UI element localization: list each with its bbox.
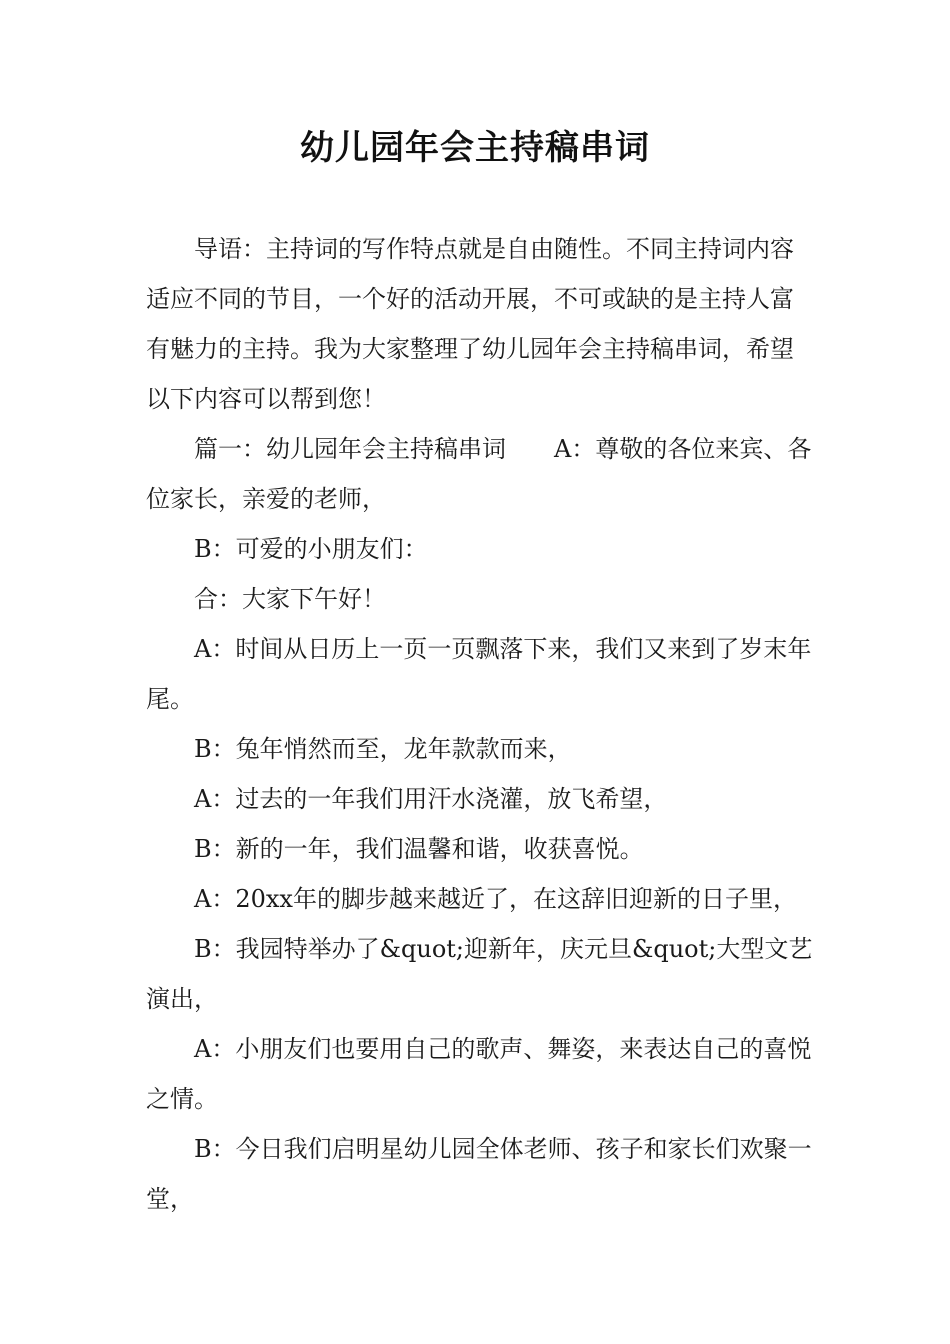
document-title: 幼儿园年会主持稿串词 <box>300 128 650 168</box>
paragraph-dialogue: B：可爱的小朋友们： <box>194 535 428 563</box>
paragraph-dialogue: A：时间从日历上一页一页飘落下来，我们又来到了岁末年尾。 <box>146 635 812 713</box>
paragraph-dialogue: B：兔年悄然而至，龙年款款而来， <box>194 735 572 763</box>
paragraph-intro: 导语：主持词的写作特点就是自由随性。不同主持词内容适应不同的节目，一个好的活动开展，不可或缺的是主持人富有魅力的主持。我为大家整理了幼儿园年会主持稿串词，希望以下内容可以帮到您！ <box>146 235 794 413</box>
paragraph-dialogue: 合：大家下午好！ <box>194 585 386 613</box>
paragraph-dialogue: B：新的一年，我们温馨和谐，收获喜悦。 <box>194 835 644 863</box>
paragraph-dialogue: B：今日我们启明星幼儿园全体老师、孩子和家长们欢聚一堂， <box>146 1135 812 1213</box>
paragraph-dialogue: A：过去的一年我们用汗水浇灌，放飞希望， <box>194 785 668 813</box>
paragraph-dialogue: A：小朋友们也要用自己的歌声、舞姿，来表达自己的喜悦之情。 <box>146 1035 812 1113</box>
paragraph-dialogue: A：20xx年的脚步越来越近了，在这辞旧迎新的日子里， <box>194 885 797 913</box>
paragraph-section-one: 篇一：幼儿园年会主持稿串词 A：尊敬的各位来宾、各位家长，亲爱的老师， <box>146 435 812 513</box>
document-body <box>146 224 816 1224</box>
paragraph-dialogue: B：我园特举办了&quot;迎新年，庆元旦&quot;大型文艺演出， <box>146 935 813 1013</box>
